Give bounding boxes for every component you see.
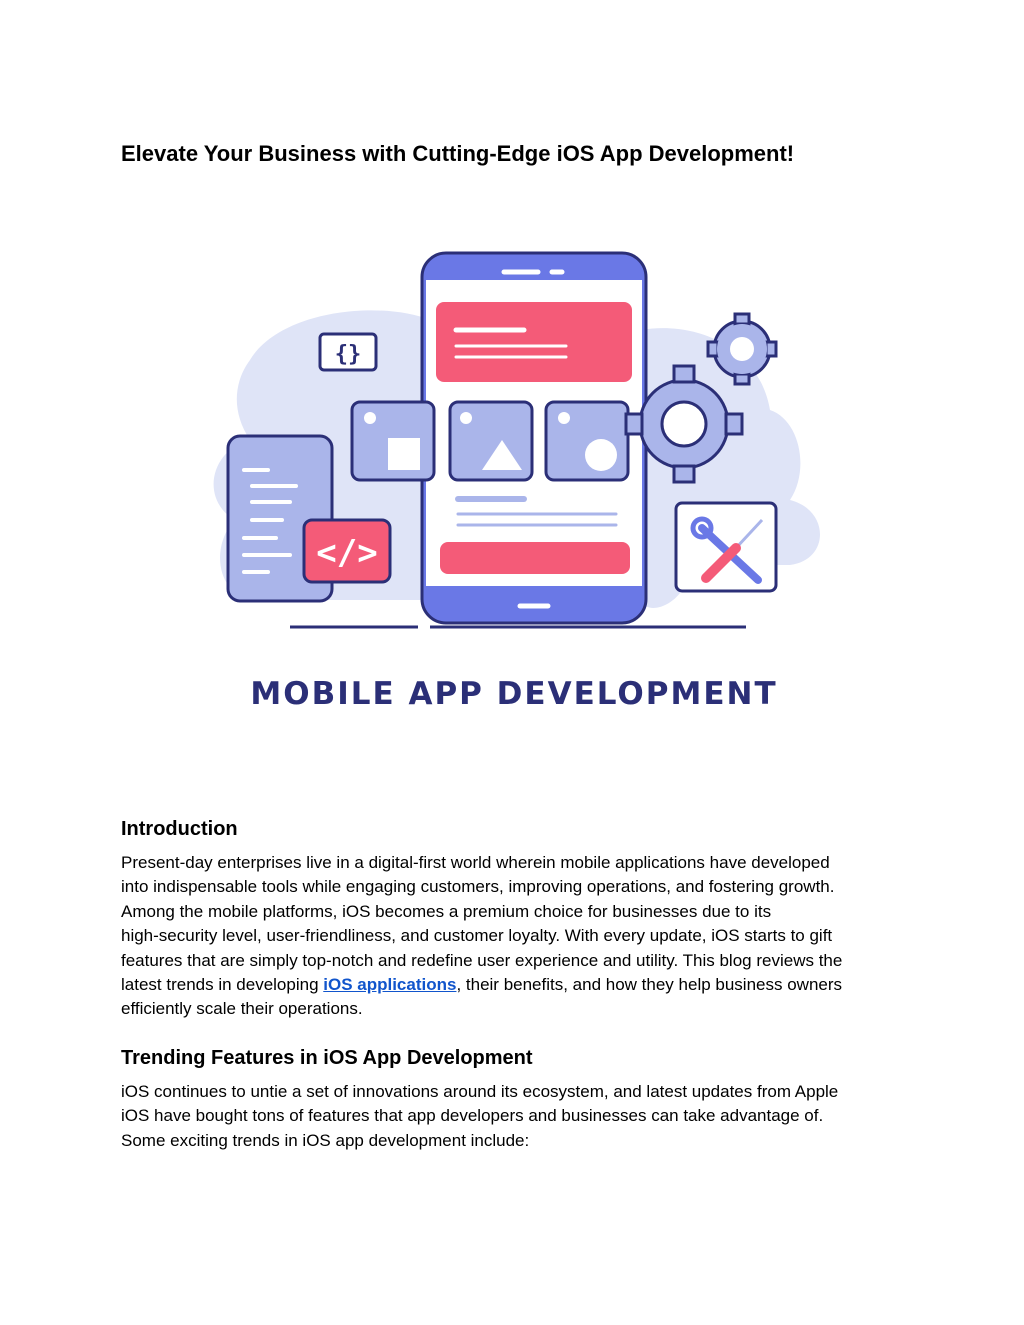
code-braces-icon — [320, 334, 376, 370]
svg-text:{}: {} — [334, 342, 362, 367]
triangle-card-icon — [450, 402, 532, 480]
paragraph-line: features that are simply top-notch and redefine user experience and utility. This blog reviews the — [121, 950, 843, 970]
trending-features-paragraph — [121, 1080, 911, 1153]
section-heading-introduction: Introduction — [121, 818, 238, 840]
illustration-caption: MOBILE APP DEVELOPMENT — [250, 676, 778, 712]
paragraph-line: iOS have bought tons of features that app developers and businesses can take advantage of. — [121, 1106, 824, 1126]
circle-card-icon — [546, 402, 628, 480]
paragraph-line: high-security level, user-friendliness, and customer loyalty. With every update, iOS starts to gift — [121, 926, 833, 946]
page-title: Elevate Your Business with Cutting-Edge iOS App Development! — [121, 141, 795, 166]
square-card-icon — [352, 402, 434, 480]
link-line-before: latest trends in developing — [121, 975, 324, 995]
section-heading-trending-features: Trending Features in iOS App Development — [121, 1047, 533, 1069]
link-line-after: , their benefits, and how they help business owners — [456, 975, 843, 995]
paragraph-line — [121, 973, 911, 997]
introduction-paragraph — [121, 851, 911, 1022]
ios-applications-link[interactable]: iOS applications — [323, 975, 457, 995]
paragraph-line: Present-day enterprises live in a digital-first world wherein mobile applications have developed — [121, 853, 830, 872]
code-tag-icon — [304, 520, 390, 582]
paragraph-line: Some exciting trends in iOS app development include: — [121, 1130, 530, 1150]
tools-icon — [676, 503, 776, 591]
paragraph-line: efficiently scale their operations. — [121, 999, 363, 1019]
paragraph-line: iOS continues to untie a set of innovations around its ecosystem, and latest updates from Apple — [121, 1082, 839, 1101]
paragraph-line: Among the mobile platforms, iOS becomes a premium choice for businesses due to its — [121, 901, 772, 921]
paragraph-line: into indispensable tools while engaging customers, improving operations, and fostering growth. — [121, 877, 835, 897]
mobile-app-development-illustration — [195, 245, 835, 715]
svg-text:</>: </> — [316, 533, 378, 573]
